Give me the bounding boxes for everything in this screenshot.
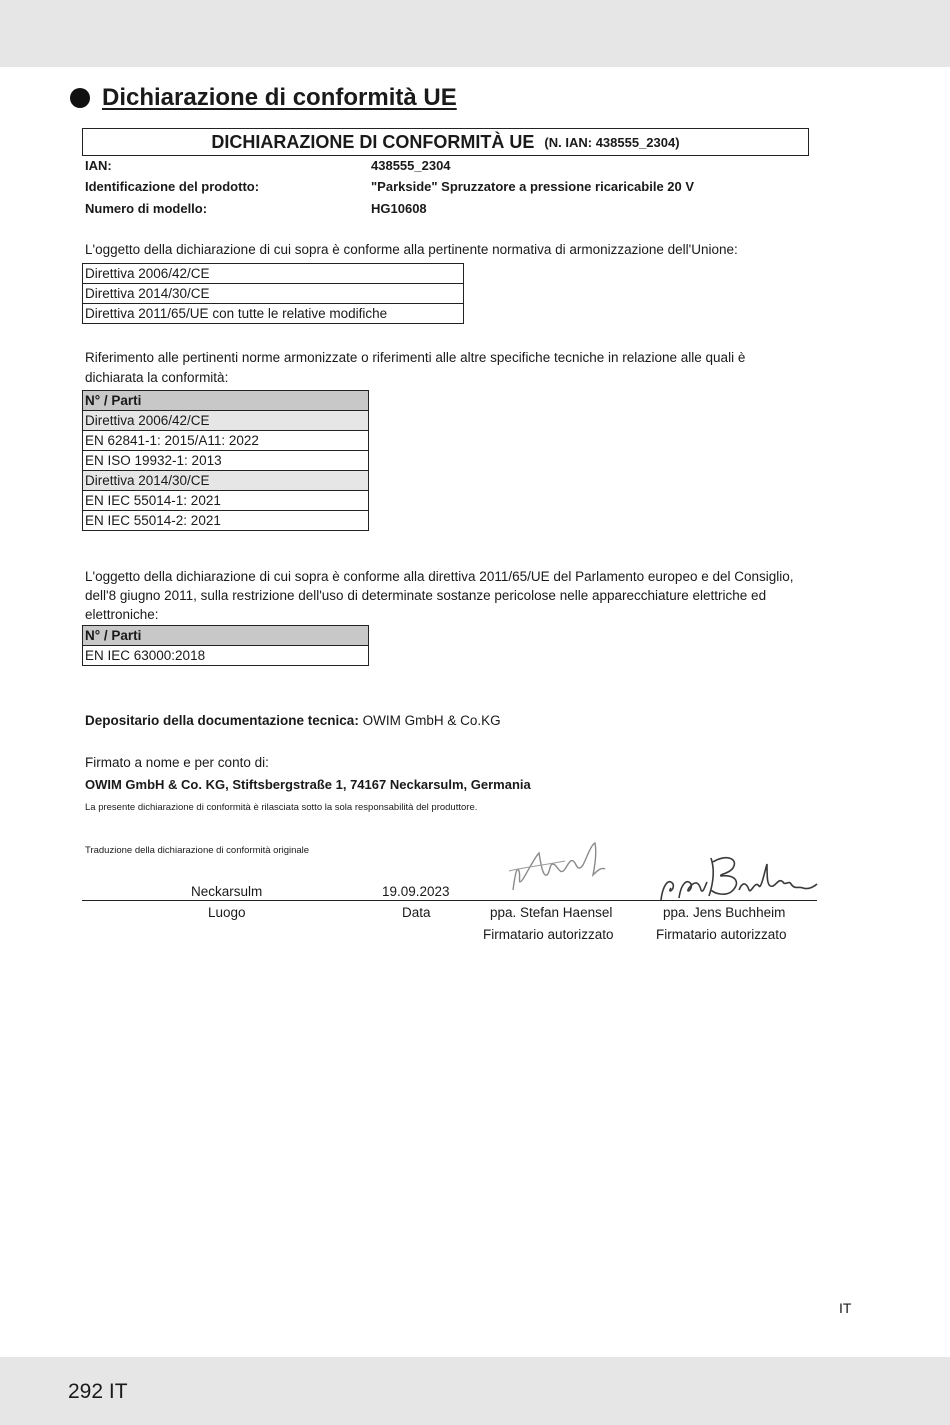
table-row xyxy=(83,411,369,431)
standard-cell: EN IEC 55014-2: 2021 xyxy=(83,511,369,531)
directive-cell: Direttiva 2014/30/CE xyxy=(83,284,464,304)
table-row xyxy=(83,451,369,471)
translation-note: Traduzione della dichiarazione di conformità originale xyxy=(85,845,310,856)
standard-cell: EN IEC 55014-1: 2021 xyxy=(83,491,369,511)
rohs-text-line-3: elettroniche: xyxy=(85,607,159,622)
table-row xyxy=(83,511,369,531)
declaration-title-box xyxy=(82,128,809,156)
bottom-band xyxy=(0,1357,950,1425)
top-band xyxy=(0,0,950,67)
date-label: Data xyxy=(402,905,431,920)
model-label: Numero di modello: xyxy=(85,201,208,216)
section-heading xyxy=(70,84,457,112)
signer1-name: ppa. Stefan Haensel xyxy=(490,905,613,920)
table-row xyxy=(83,646,369,666)
directive-cell: Direttiva 2011/65/UE con tutte le relative modifiche xyxy=(83,304,464,324)
product-value: "Parkside" Spruzzatore a pressione ricaricabile 20 V xyxy=(371,179,695,194)
page-number: 292 IT xyxy=(68,1380,128,1403)
standard-cell: Direttiva 2006/42/CE xyxy=(83,411,369,431)
table-row xyxy=(83,431,369,451)
place-value: Neckarsulm xyxy=(191,884,263,899)
rohs-standard-cell: EN IEC 63000:2018 xyxy=(83,646,369,666)
standards-header: N° / Parti xyxy=(83,391,369,411)
rohs-table xyxy=(82,625,369,666)
standards-text-line-2: dichiarata la conformità: xyxy=(85,370,229,385)
table-row xyxy=(83,491,369,511)
signer1-role: Firmatario autorizzato xyxy=(483,927,614,942)
standard-cell: EN ISO 19932-1: 2013 xyxy=(83,451,369,471)
place-label: Luogo xyxy=(208,905,246,920)
table-row xyxy=(83,304,464,324)
signature-haensel xyxy=(505,835,615,897)
ian-label: IAN: xyxy=(85,158,112,173)
bullet-icon xyxy=(70,88,90,108)
standards-table xyxy=(82,390,369,531)
table-row xyxy=(83,284,464,304)
directives-table xyxy=(82,263,464,324)
depositary-line xyxy=(85,711,501,730)
standards-text-line-1: Riferimento alle pertinenti norme armonizzate o riferimenti alle altre specifiche tecniche in relazione alle quali è xyxy=(85,350,746,365)
signer2-name: ppa. Jens Buchheim xyxy=(663,905,786,920)
model-value: HG10608 xyxy=(371,201,427,216)
table-row xyxy=(83,264,464,284)
depositary-value: OWIM GmbH & Co.KG xyxy=(362,713,501,728)
page-title: Dichiarazione di conformità UE xyxy=(102,84,457,111)
rohs-text-line-1: L'oggetto della dichiarazione di cui sopra è conforme alla direttiva 2011/65/UE del Parlamento europeo e del Consiglio, xyxy=(85,569,794,584)
rohs-text-line-2: dell'8 giugno 2011, sulla restrizione dell'uso di determinate sostanze pericolose nelle apparecchiature elettriche ed xyxy=(85,588,767,603)
responsibility-note: La presente dichiarazione di conformità è rilasciata sotto la sola responsabilità del produttore. xyxy=(85,802,478,813)
depositary-label: Depositario della documentazione tecnica: xyxy=(85,713,359,728)
ian-value: 438555_2304 xyxy=(371,158,451,173)
language-marker: IT xyxy=(839,1300,852,1316)
table-header-row xyxy=(83,391,369,411)
table-row xyxy=(83,471,369,491)
rohs-header: N° / Parti xyxy=(83,626,369,646)
signed-for-text: Firmato a nome e per conto di: xyxy=(85,755,269,770)
signature-line xyxy=(82,900,817,901)
product-label: Identificazione del prodotto: xyxy=(85,179,260,194)
signer2-role: Firmatario autorizzato xyxy=(656,927,787,942)
company-address: OWIM GmbH & Co. KG, Stiftsbergstraße 1, 74167 Neckarsulm, Germania xyxy=(85,777,531,792)
union-text: L'oggetto della dichiarazione di cui sopra è conforme alla pertinente normativa di armonizzazione dell'Unione: xyxy=(85,242,738,257)
directive-cell: Direttiva 2006/42/CE xyxy=(83,264,464,284)
standard-cell: Direttiva 2014/30/CE xyxy=(83,471,369,491)
date-value: 19.09.2023 xyxy=(382,884,450,899)
table-header-row xyxy=(83,626,369,646)
declaration-title: DICHIARAZIONE DI CONFORMITÀ UE xyxy=(211,131,535,152)
declaration-ian: (N. IAN: 438555_2304) xyxy=(544,134,680,150)
standard-cell: EN 62841-1: 2015/A11: 2022 xyxy=(83,431,369,451)
